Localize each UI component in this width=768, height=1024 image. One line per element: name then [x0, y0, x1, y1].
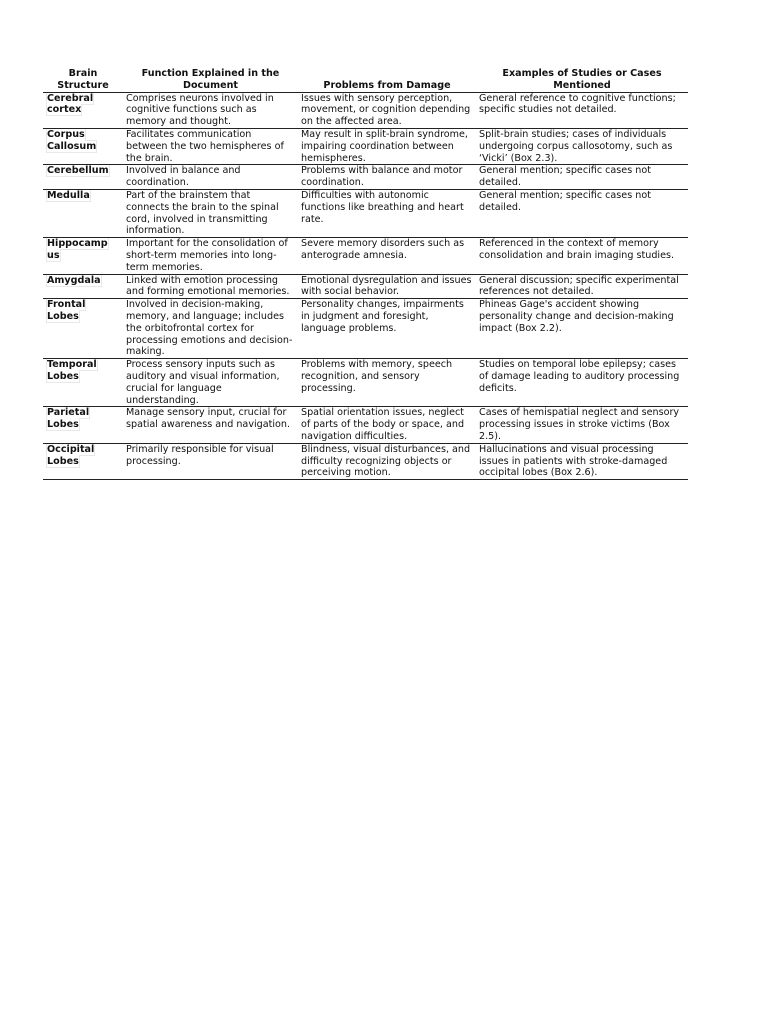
- structure-name: Cerebral cortex: [47, 92, 94, 116]
- structure-cell: [43, 407, 123, 443]
- structure-name: Temporal Lobes: [47, 359, 97, 382]
- structure-name: Hippocamp us: [47, 238, 108, 261]
- structure-name: Cerebellum: [47, 165, 109, 177]
- table-body: [43, 92, 688, 480]
- problems-cell: Spatial orientation issues, neglect of parts of the body or space, and navigation difficulties.: [301, 407, 465, 442]
- structure-name: Amygdala: [47, 274, 101, 286]
- table-row: [43, 359, 688, 407]
- function-cell: Involved in decision-making, memory, and language; includes the orbitofrontal cortex for processing emotions and decision-making.: [126, 299, 293, 358]
- table-row: [43, 128, 688, 164]
- structure-name: Frontal Lobes: [47, 299, 86, 322]
- examples-cell: General reference to cognitive functions; specific studies not detailed.: [479, 92, 676, 116]
- problems-cell: Issues with sensory perception, movement, or cognition depending on the affected area.: [301, 92, 471, 128]
- structure-name: Corpus Callosum: [47, 128, 97, 152]
- header-brain-structure: Brain Structure: [57, 68, 109, 91]
- problems-cell: Problems with balance and motor coordination.: [301, 165, 463, 189]
- problems-cell: Blindness, visual disturbances, and difficulty recognizing objects or perceiving motion.: [301, 443, 471, 479]
- problems-cell: Severe memory disorders such as anterograde amnesia.: [301, 238, 465, 261]
- structure-cell: [43, 92, 123, 128]
- examples-cell: General discussion; specific experimental references not detailed.: [479, 274, 679, 298]
- function-cell: Process sensory inputs such as auditory and visual information, crucial for language understanding.: [126, 359, 280, 406]
- function-cell: Involved in balance and coordination.: [126, 165, 241, 189]
- table-row: [43, 407, 688, 443]
- structure-cell: [43, 128, 123, 164]
- table-row: [43, 92, 688, 128]
- problems-cell: Emotional dysregulation and issues with social behavior.: [301, 274, 472, 298]
- examples-cell: Hallucinations and visual processing issues in patients with stroke-damaged occipital lobes (Box 2.6).: [479, 443, 668, 479]
- function-cell: Primarily responsible for visual processing.: [126, 443, 274, 467]
- header-function: Function Explained in the Document: [141, 68, 280, 91]
- function-cell: Part of the brainstem that connects the brain to the spinal cord, involved in transmitting information.: [126, 189, 279, 237]
- table-row: [43, 274, 688, 299]
- examples-cell: Referenced in the context of memory consolidation and brain imaging studies.: [479, 238, 675, 261]
- structure-cell: [43, 359, 123, 407]
- header-examples: Examples of Studies or Cases Mentioned: [502, 68, 662, 91]
- function-cell: Linked with emotion processing and forming emotional memories.: [126, 274, 290, 298]
- function-cell: Facilitates communication between the two hemispheres of the brain.: [126, 128, 284, 164]
- structure-cell: [43, 238, 123, 274]
- examples-cell: General mention; specific cases not detailed.: [479, 189, 651, 213]
- structure-name: Occipital Lobes: [47, 443, 95, 467]
- examples-cell: General mention; specific cases not detailed.: [479, 165, 651, 189]
- structure-cell: [43, 189, 123, 237]
- examples-cell: Split-brain studies; cases of individuals undergoing corpus callosotomy, such as ‘Vicki’ (Box 2.3).: [479, 128, 673, 164]
- structure-cell: [43, 299, 123, 359]
- table-header: [43, 68, 688, 92]
- structure-name: Parietal Lobes: [47, 407, 90, 431]
- examples-cell: Cases of hemispatial neglect and sensory processing issues in stroke victims (Box 2.5).: [479, 407, 680, 442]
- header-row: [43, 68, 688, 92]
- examples-cell: Phineas Gage's accident showing personality change and decision-making impact (Box 2.2).: [479, 299, 674, 334]
- problems-cell: Personality changes, impairments in judgment and foresight, language problems.: [301, 299, 464, 334]
- table-row: [43, 299, 688, 359]
- table-row: [43, 443, 688, 479]
- examples-cell: Studies on temporal lobe epilepsy; cases of damage leading to auditory processing deficits.: [479, 359, 680, 394]
- brain-structures-table: [43, 68, 688, 480]
- structure-cell: [43, 165, 123, 190]
- table-row: [43, 238, 688, 274]
- structure-cell: [43, 443, 123, 479]
- structure-name: Medulla: [47, 189, 90, 201]
- table-row: [43, 189, 688, 237]
- problems-cell: May result in split-brain syndrome, impairing coordination between hemispheres.: [301, 128, 468, 164]
- function-cell: Important for the consolidation of short-term memories into long-term memories.: [126, 238, 288, 273]
- function-cell: Comprises neurons involved in cognitive functions such as memory and thought.: [126, 92, 274, 128]
- structure-cell: [43, 274, 123, 299]
- header-problems: Problems from Damage: [323, 79, 451, 91]
- problems-cell: Difficulties with autonomic functions like breathing and heart rate.: [301, 189, 464, 225]
- table-row: [43, 165, 688, 190]
- function-cell: Manage sensory input, crucial for spatial awareness and navigation.: [126, 407, 291, 431]
- problems-cell: Problems with memory, speech recognition, and sensory processing.: [301, 359, 453, 394]
